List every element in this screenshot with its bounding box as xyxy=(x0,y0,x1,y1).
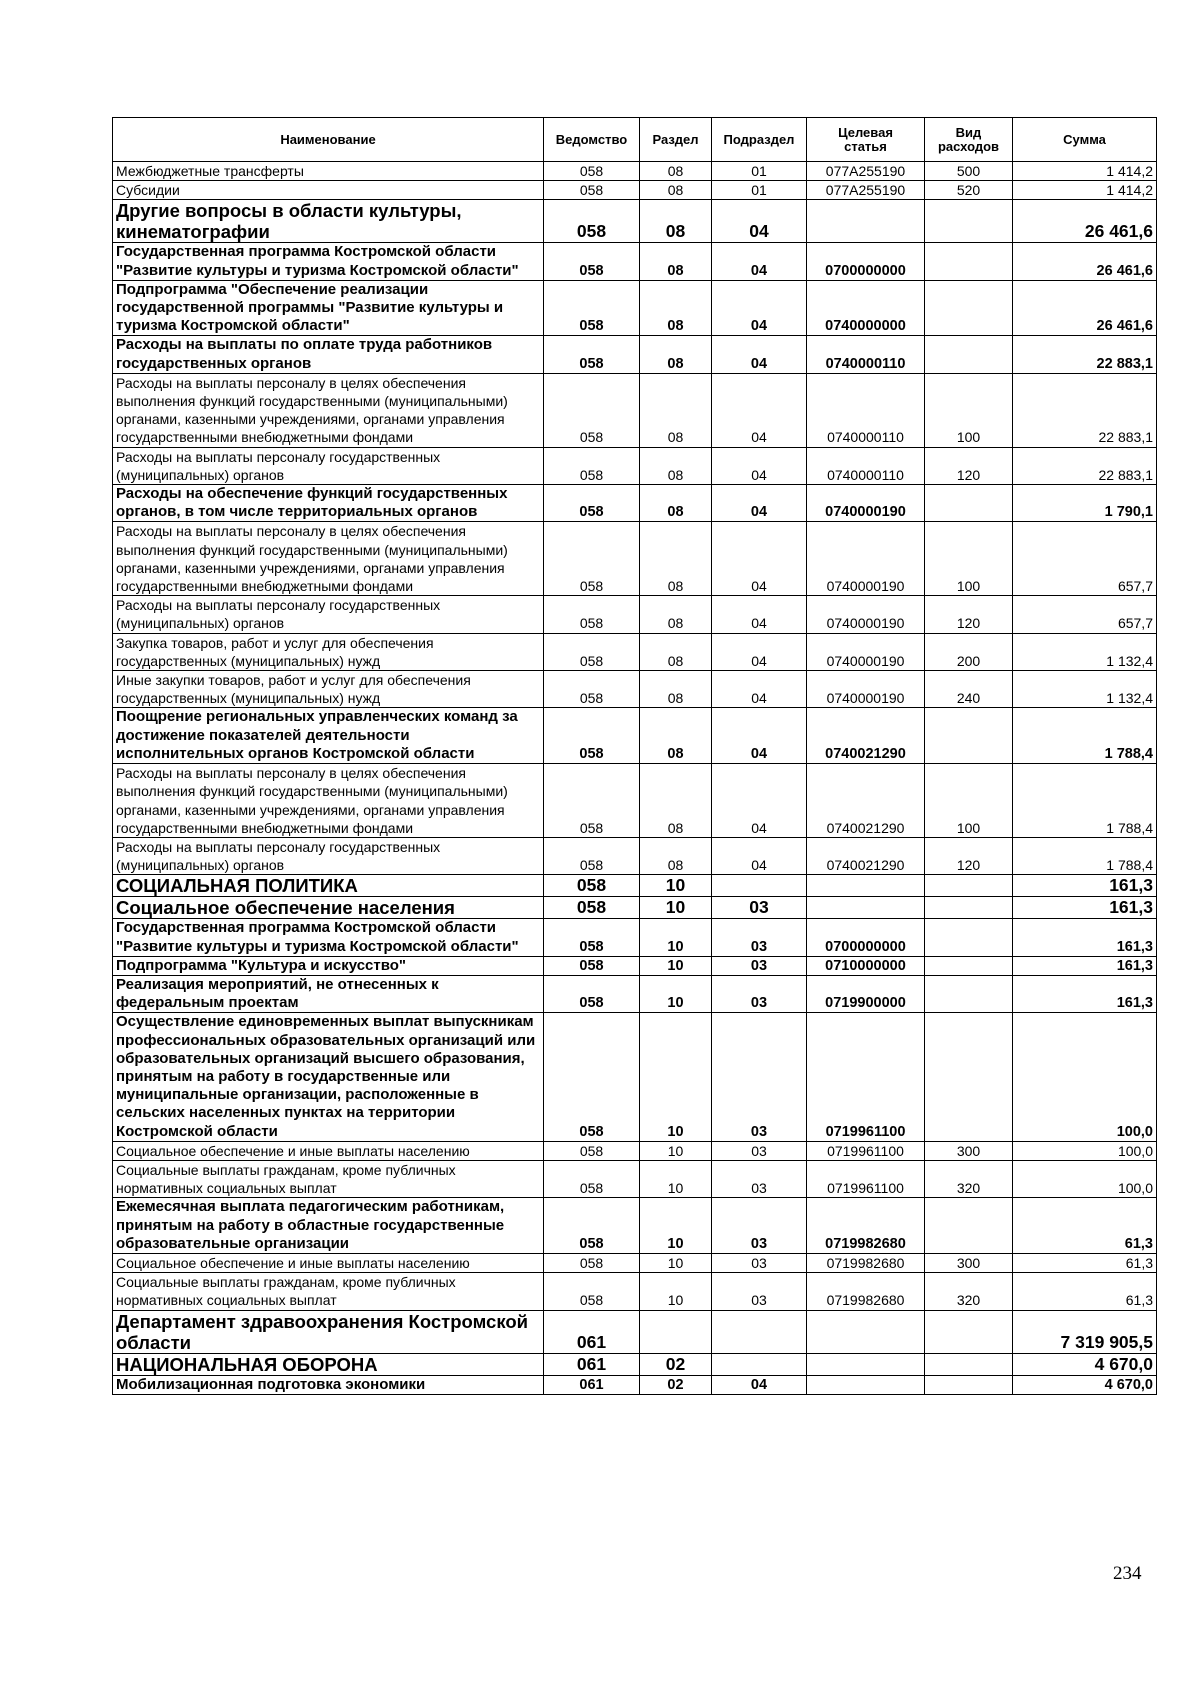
cell-expense-type: 120 xyxy=(925,596,1013,633)
cell-name: Поощрение региональных управленческих команд за достижение показателей деятельности исполнительных органов Костромской области xyxy=(113,708,544,764)
cell-sum: 1 788,4 xyxy=(1013,764,1157,838)
cell-section: 08 xyxy=(640,671,712,708)
table-row xyxy=(113,280,1157,336)
header-target xyxy=(807,118,925,162)
cell-section: 08 xyxy=(640,485,712,522)
cell-sum: 26 461,6 xyxy=(1013,243,1157,280)
table-row xyxy=(113,671,1157,708)
cell-subsection: 04 xyxy=(712,764,807,838)
cell-dept: 058 xyxy=(544,708,640,764)
cell-section: 10 xyxy=(640,919,712,956)
cell-name: Социальные выплаты гражданам, кроме публичных нормативных социальных выплат xyxy=(113,1273,544,1310)
table-row xyxy=(113,522,1157,596)
cell-dept: 058 xyxy=(544,897,640,919)
table-row xyxy=(113,200,1157,243)
cell-dept: 058 xyxy=(544,336,640,373)
cell-subsection: 03 xyxy=(712,1141,807,1160)
cell-name: Государственная программа Костромской области "Развитие культуры и туризма Костромской области" xyxy=(113,243,544,280)
cell-name: Межбюджетные трансферты xyxy=(113,162,544,181)
cell-name: Расходы на выплаты персоналу в целях обеспечения выполнения функций государственными (муниципальными) органами, казенными учреждениями, органами управления государственными внебюджетными фондами xyxy=(113,522,544,596)
cell-expense-type xyxy=(925,1353,1013,1375)
cell-subsection xyxy=(712,875,807,897)
cell-expense-type: 200 xyxy=(925,633,1013,670)
cell-expense-type xyxy=(925,336,1013,373)
cell-subsection: 04 xyxy=(712,596,807,633)
cell-expense-type xyxy=(925,1198,1013,1254)
cell-name: Иные закупки товаров, работ и услуг для обеспечения государственных (муниципальных) нужд xyxy=(113,671,544,708)
cell-section: 08 xyxy=(640,200,712,243)
table-row xyxy=(113,1353,1157,1375)
header-subsection: Подраздел xyxy=(712,118,807,162)
cell-sum: 4 670,0 xyxy=(1013,1353,1157,1375)
header-sum: Сумма xyxy=(1013,118,1157,162)
cell-name: Расходы на обеспечение функций государственных органов, в том числе территориальных органов xyxy=(113,485,544,522)
cell-target xyxy=(807,875,925,897)
cell-expense-type xyxy=(925,708,1013,764)
table-row xyxy=(113,181,1157,200)
cell-sum: 657,7 xyxy=(1013,596,1157,633)
cell-sum: 161,3 xyxy=(1013,975,1157,1012)
cell-name: Социальные выплаты гражданам, кроме публичных нормативных социальных выплат xyxy=(113,1160,544,1197)
header-name: Наименование xyxy=(113,118,544,162)
cell-sum: 161,3 xyxy=(1013,897,1157,919)
cell-section: 08 xyxy=(640,243,712,280)
cell-dept: 058 xyxy=(544,671,640,708)
cell-target: 0700000000 xyxy=(807,919,925,956)
cell-section: 08 xyxy=(640,280,712,336)
table-row xyxy=(113,1253,1157,1272)
cell-dept: 061 xyxy=(544,1353,640,1375)
cell-dept: 061 xyxy=(544,1375,640,1394)
cell-target xyxy=(807,200,925,243)
cell-dept: 058 xyxy=(544,956,640,975)
cell-dept: 058 xyxy=(544,1273,640,1310)
cell-section: 08 xyxy=(640,708,712,764)
cell-expense-type: 120 xyxy=(925,837,1013,874)
cell-section: 10 xyxy=(640,956,712,975)
cell-name: Государственная программа Костромской области "Развитие культуры и туризма Костромской области" xyxy=(113,919,544,956)
cell-subsection: 03 xyxy=(712,975,807,1012)
cell-target: 0740000110 xyxy=(807,336,925,373)
cell-sum: 22 883,1 xyxy=(1013,373,1157,447)
cell-section: 10 xyxy=(640,875,712,897)
cell-section: 10 xyxy=(640,897,712,919)
cell-section: 10 xyxy=(640,1198,712,1254)
header-target-line2: статья xyxy=(844,138,887,154)
table-row xyxy=(113,875,1157,897)
cell-name: Социальное обеспечение и иные выплаты населению xyxy=(113,1141,544,1160)
cell-subsection: 01 xyxy=(712,181,807,200)
cell-sum: 100,0 xyxy=(1013,1013,1157,1141)
cell-target: 0719961100 xyxy=(807,1160,925,1197)
cell-expense-type xyxy=(925,875,1013,897)
cell-name: Расходы на выплаты персоналу государственных (муниципальных) органов xyxy=(113,596,544,633)
cell-target xyxy=(807,1353,925,1375)
cell-dept: 058 xyxy=(544,1198,640,1254)
cell-target: 0719982680 xyxy=(807,1273,925,1310)
cell-sum: 26 461,6 xyxy=(1013,200,1157,243)
cell-target: 0740000190 xyxy=(807,633,925,670)
cell-expense-type xyxy=(925,1310,1013,1353)
table-row xyxy=(113,485,1157,522)
cell-name: СОЦИАЛЬНАЯ ПОЛИТИКА xyxy=(113,875,544,897)
cell-target xyxy=(807,897,925,919)
table-row xyxy=(113,336,1157,373)
cell-subsection xyxy=(712,1310,807,1353)
cell-name: Подпрограмма "Культура и искусство" xyxy=(113,956,544,975)
cell-target: 0700000000 xyxy=(807,243,925,280)
cell-expense-type: 300 xyxy=(925,1253,1013,1272)
cell-name: НАЦИОНАЛЬНАЯ ОБОРОНА xyxy=(113,1353,544,1375)
table-row xyxy=(113,919,1157,956)
cell-section: 02 xyxy=(640,1353,712,1375)
cell-subsection: 04 xyxy=(712,280,807,336)
cell-subsection: 03 xyxy=(712,919,807,956)
cell-section: 10 xyxy=(640,1253,712,1272)
cell-sum: 61,3 xyxy=(1013,1273,1157,1310)
page-number: 234 xyxy=(1113,1563,1142,1584)
cell-section: 08 xyxy=(640,764,712,838)
cell-subsection: 04 xyxy=(712,200,807,243)
cell-sum: 161,3 xyxy=(1013,956,1157,975)
cell-dept: 058 xyxy=(544,181,640,200)
cell-subsection: 04 xyxy=(712,373,807,447)
cell-subsection: 04 xyxy=(712,708,807,764)
cell-subsection: 03 xyxy=(712,1160,807,1197)
cell-name: Социальное обеспечение и иные выплаты населению xyxy=(113,1253,544,1272)
cell-target: 0740000110 xyxy=(807,373,925,447)
table-row xyxy=(113,596,1157,633)
cell-dept: 058 xyxy=(544,1253,640,1272)
cell-section: 08 xyxy=(640,596,712,633)
cell-subsection: 04 xyxy=(712,447,807,484)
cell-dept: 058 xyxy=(544,975,640,1012)
table-row xyxy=(113,373,1157,447)
cell-sum: 161,3 xyxy=(1013,875,1157,897)
cell-dept: 058 xyxy=(544,162,640,181)
cell-name: Расходы на выплаты персоналу государственных (муниципальных) органов xyxy=(113,447,544,484)
cell-target xyxy=(807,1375,925,1394)
cell-sum: 4 670,0 xyxy=(1013,1375,1157,1394)
cell-expense-type xyxy=(925,280,1013,336)
cell-dept: 058 xyxy=(544,485,640,522)
cell-section: 10 xyxy=(640,1141,712,1160)
cell-sum: 1 788,4 xyxy=(1013,708,1157,764)
table-row xyxy=(113,1013,1157,1141)
cell-sum: 657,7 xyxy=(1013,522,1157,596)
cell-expense-type: 120 xyxy=(925,447,1013,484)
cell-sum: 100,0 xyxy=(1013,1141,1157,1160)
cell-sum: 22 883,1 xyxy=(1013,336,1157,373)
cell-name: Социальное обеспечение населения xyxy=(113,897,544,919)
cell-sum: 26 461,6 xyxy=(1013,280,1157,336)
cell-expense-type xyxy=(925,1375,1013,1394)
cell-section: 10 xyxy=(640,975,712,1012)
cell-expense-type xyxy=(925,243,1013,280)
cell-sum: 1 132,4 xyxy=(1013,633,1157,670)
cell-name: Расходы на выплаты персоналу в целях обеспечения выполнения функций государственными (муниципальными) органами, казенными учреждениями, органами управления государственными внебюджетными фондами xyxy=(113,764,544,838)
table-row xyxy=(113,1310,1157,1353)
cell-section: 08 xyxy=(640,162,712,181)
cell-expense-type: 100 xyxy=(925,764,1013,838)
cell-sum: 100,0 xyxy=(1013,1160,1157,1197)
cell-target: 0740021290 xyxy=(807,837,925,874)
cell-target: 077А255190 xyxy=(807,181,925,200)
cell-name: Другие вопросы в области культуры, кинематографии xyxy=(113,200,544,243)
cell-section xyxy=(640,1310,712,1353)
cell-dept: 058 xyxy=(544,1160,640,1197)
cell-dept: 058 xyxy=(544,596,640,633)
cell-sum: 1 132,4 xyxy=(1013,671,1157,708)
cell-dept: 058 xyxy=(544,1013,640,1141)
cell-sum: 1 414,2 xyxy=(1013,181,1157,200)
table-row xyxy=(113,633,1157,670)
cell-subsection: 04 xyxy=(712,336,807,373)
header-expense-type xyxy=(925,118,1013,162)
table-row xyxy=(113,447,1157,484)
cell-target: 0740021290 xyxy=(807,764,925,838)
cell-section: 08 xyxy=(640,447,712,484)
table-row xyxy=(113,837,1157,874)
table-row xyxy=(113,956,1157,975)
cell-subsection: 03 xyxy=(712,1013,807,1141)
table-row xyxy=(113,243,1157,280)
cell-name: Расходы на выплаты персоналу в целях обеспечения выполнения функций государственными (муниципальными) органами, казенными учреждениями, органами управления государственными внебюджетными фондами xyxy=(113,373,544,447)
cell-name: Расходы на выплаты персоналу государственных (муниципальных) органов xyxy=(113,837,544,874)
cell-expense-type: 100 xyxy=(925,522,1013,596)
cell-name: Реализация мероприятий, не отнесенных к федеральным проектам xyxy=(113,975,544,1012)
cell-subsection: 04 xyxy=(712,243,807,280)
table-row xyxy=(113,1198,1157,1254)
cell-subsection: 04 xyxy=(712,1375,807,1394)
header-dept: Ведомство xyxy=(544,118,640,162)
cell-target: 0740000190 xyxy=(807,522,925,596)
cell-dept: 058 xyxy=(544,522,640,596)
cell-expense-type: 320 xyxy=(925,1160,1013,1197)
cell-expense-type xyxy=(925,485,1013,522)
table-header-row xyxy=(113,118,1157,162)
cell-expense-type xyxy=(925,1013,1013,1141)
cell-sum: 1 414,2 xyxy=(1013,162,1157,181)
cell-expense-type xyxy=(925,897,1013,919)
cell-sum: 1 790,1 xyxy=(1013,485,1157,522)
cell-section: 02 xyxy=(640,1375,712,1394)
table-row xyxy=(113,1375,1157,1394)
cell-name: Субсидии xyxy=(113,181,544,200)
table-row xyxy=(113,897,1157,919)
cell-target: 0719961100 xyxy=(807,1141,925,1160)
cell-expense-type: 500 xyxy=(925,162,1013,181)
budget-table xyxy=(112,117,1157,1395)
cell-dept: 058 xyxy=(544,875,640,897)
cell-dept: 058 xyxy=(544,373,640,447)
cell-dept: 061 xyxy=(544,1310,640,1353)
cell-target: 0740000190 xyxy=(807,596,925,633)
cell-name: Департамент здравоохранения Костромской области xyxy=(113,1310,544,1353)
cell-sum: 161,3 xyxy=(1013,919,1157,956)
cell-dept: 058 xyxy=(544,280,640,336)
cell-section: 10 xyxy=(640,1013,712,1141)
table-row xyxy=(113,162,1157,181)
cell-name: Закупка товаров, работ и услуг для обеспечения государственных (муниципальных) нужд xyxy=(113,633,544,670)
cell-section: 10 xyxy=(640,1160,712,1197)
cell-expense-type xyxy=(925,200,1013,243)
cell-sum: 1 788,4 xyxy=(1013,837,1157,874)
table-row xyxy=(113,1273,1157,1310)
cell-subsection: 03 xyxy=(712,1198,807,1254)
cell-dept: 058 xyxy=(544,837,640,874)
cell-subsection: 03 xyxy=(712,1273,807,1310)
cell-expense-type: 240 xyxy=(925,671,1013,708)
header-target-line1: Целевая xyxy=(838,124,893,140)
cell-section: 08 xyxy=(640,373,712,447)
cell-target: 0719900000 xyxy=(807,975,925,1012)
cell-target: 0710000000 xyxy=(807,956,925,975)
cell-sum: 61,3 xyxy=(1013,1198,1157,1254)
cell-section: 08 xyxy=(640,837,712,874)
cell-sum: 7 319 905,5 xyxy=(1013,1310,1157,1353)
cell-subsection: 04 xyxy=(712,671,807,708)
cell-expense-type xyxy=(925,919,1013,956)
header-type-line2: расходов xyxy=(937,138,1000,154)
cell-subsection: 04 xyxy=(712,837,807,874)
cell-expense-type: 520 xyxy=(925,181,1013,200)
cell-section: 08 xyxy=(640,181,712,200)
cell-dept: 058 xyxy=(544,919,640,956)
cell-expense-type: 100 xyxy=(925,373,1013,447)
cell-subsection: 04 xyxy=(712,485,807,522)
cell-target: 0740000110 xyxy=(807,447,925,484)
table-row xyxy=(113,708,1157,764)
cell-section: 10 xyxy=(640,1273,712,1310)
cell-subsection: 04 xyxy=(712,522,807,596)
cell-name: Подпрограмма "Обеспечение реализации государственной программы "Развитие культуры и туризма Костромской области" xyxy=(113,280,544,336)
cell-section: 08 xyxy=(640,522,712,596)
table-row xyxy=(113,975,1157,1012)
cell-subsection: 03 xyxy=(712,1253,807,1272)
cell-dept: 058 xyxy=(544,764,640,838)
cell-subsection: 04 xyxy=(712,633,807,670)
table-row xyxy=(113,1141,1157,1160)
cell-subsection: 01 xyxy=(712,162,807,181)
header-type-line1: Вид xyxy=(955,124,982,140)
cell-expense-type xyxy=(925,975,1013,1012)
cell-target: 0719961100 xyxy=(807,1013,925,1141)
cell-name: Осуществление единовременных выплат выпускникам профессиональных образовательных организаций или образовательных организаций высшего образования, принятым на работу в государственные или муниципальные организации, расположенные в сельских населенных пунктах на территории Костромской области xyxy=(113,1013,544,1141)
cell-target: 0719982680 xyxy=(807,1253,925,1272)
cell-dept: 058 xyxy=(544,447,640,484)
table-row xyxy=(113,764,1157,838)
cell-subsection: 03 xyxy=(712,897,807,919)
cell-dept: 058 xyxy=(544,243,640,280)
cell-dept: 058 xyxy=(544,1141,640,1160)
cell-target: 0740000000 xyxy=(807,280,925,336)
cell-target: 0740000190 xyxy=(807,671,925,708)
cell-expense-type xyxy=(925,956,1013,975)
cell-subsection: 03 xyxy=(712,956,807,975)
cell-target: 077А255190 xyxy=(807,162,925,181)
cell-target: 0740021290 xyxy=(807,708,925,764)
cell-expense-type: 300 xyxy=(925,1141,1013,1160)
cell-subsection xyxy=(712,1353,807,1375)
cell-sum: 22 883,1 xyxy=(1013,447,1157,484)
cell-section: 08 xyxy=(640,633,712,670)
cell-section: 08 xyxy=(640,336,712,373)
table-row xyxy=(113,1160,1157,1197)
cell-sum: 61,3 xyxy=(1013,1253,1157,1272)
table-body xyxy=(113,162,1157,1395)
cell-name: Расходы на выплаты по оплате труда работников государственных органов xyxy=(113,336,544,373)
cell-name: Ежемесячная выплата педагогическим работникам, принятым на работу в областные государственные образовательные организации xyxy=(113,1198,544,1254)
cell-dept: 058 xyxy=(544,633,640,670)
cell-target: 0740000190 xyxy=(807,485,925,522)
cell-dept: 058 xyxy=(544,200,640,243)
cell-name: Мобилизационная подготовка экономики xyxy=(113,1375,544,1394)
header-section: Раздел xyxy=(640,118,712,162)
cell-target: 0719982680 xyxy=(807,1198,925,1254)
cell-target xyxy=(807,1310,925,1353)
cell-expense-type: 320 xyxy=(925,1273,1013,1310)
